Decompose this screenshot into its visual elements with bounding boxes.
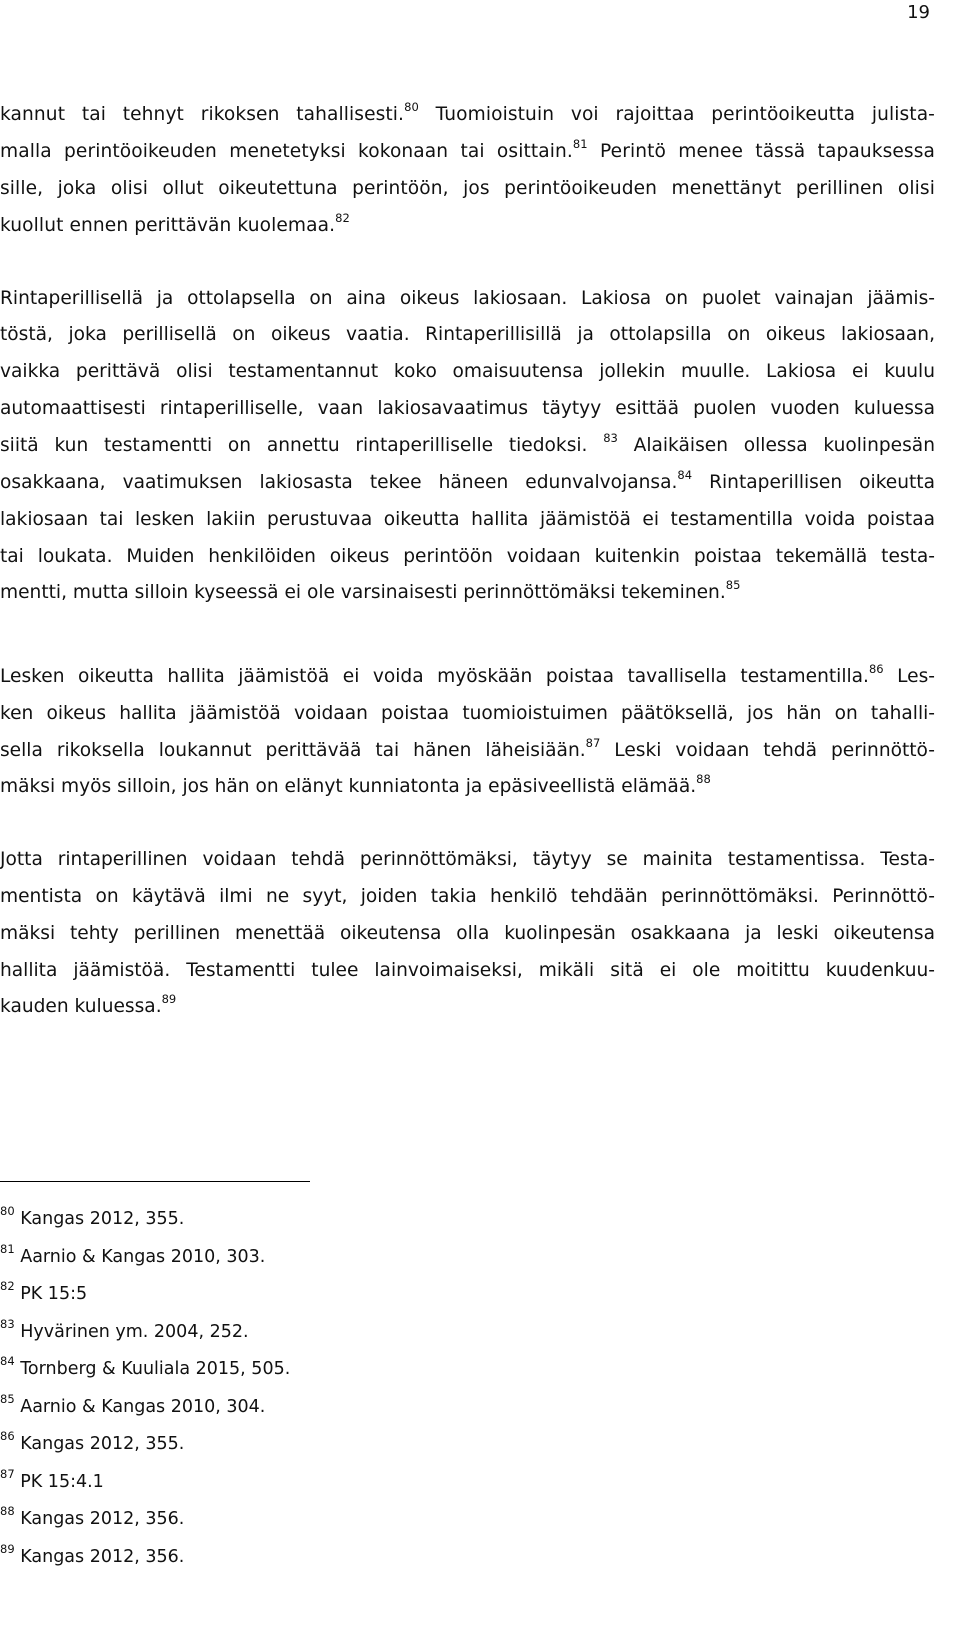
line-text: kuollut ennen perittävän kuolemaa. — [0, 215, 336, 236]
footnote-separator — [0, 1181, 310, 1182]
footnote-reference[interactable]: 83 — [603, 431, 618, 445]
paragraph-line — [0, 956, 935, 986]
footnote-number: 85 — [0, 1392, 15, 1406]
footnote — [0, 1279, 88, 1304]
paragraph-line — [0, 320, 935, 350]
line-text: Lesken oikeutta hallita jäämistöä ei voida myöskään poistaa tavallisella testamentilla. — [0, 666, 869, 687]
paragraph-line — [0, 772, 960, 802]
footnote-number: 88 — [0, 1504, 15, 1518]
footnote-reference[interactable]: 87 — [585, 736, 601, 750]
footnote-number: 83 — [0, 1317, 15, 1331]
paragraph-line — [0, 992, 960, 1022]
footnote-reference[interactable]: 88 — [696, 772, 711, 786]
paragraph-line — [0, 845, 935, 875]
footnote-reference[interactable]: 89 — [161, 992, 177, 1006]
paragraph-line — [0, 882, 935, 912]
page-number: 19 — [907, 2, 930, 23]
line-text: kannut tai tehnyt rikoksen tahallisesti. — [0, 104, 405, 125]
line-text: Leski voidaan tehdä perinnöttö- — [600, 740, 935, 761]
footnote — [0, 1204, 185, 1229]
paragraph-line — [0, 211, 960, 241]
footnote-text: Kangas 2012, 356. — [20, 1509, 185, 1529]
line-text: siitä kun testamentti on annettu rintaperilliselle tiedoksi. — [0, 435, 604, 456]
footnote — [0, 1504, 185, 1529]
line-text: mentti, mutta silloin kyseessä ei ole varsinaisesti perinnöttömäksi tekeminen. — [0, 582, 726, 603]
footnote-text: Hyvärinen ym. 2004, 252. — [20, 1322, 249, 1342]
footnote-text: PK 15:5 — [20, 1284, 88, 1304]
line-text: lakiosaan tai lesken lakiin perustuvaa oikeutta hallita jäämistöä ei testamentilla voida poistaa — [0, 509, 935, 530]
paragraph-line — [0, 736, 935, 766]
paragraph-line — [0, 137, 935, 167]
footnote-text: Kangas 2012, 355. — [20, 1209, 185, 1229]
footnote-text: Kangas 2012, 356. — [20, 1547, 185, 1567]
footnote-reference[interactable]: 85 — [725, 578, 741, 592]
line-text: Jotta rintaperillinen voidaan tehdä perinnöttömäksi, täytyy se mainita testamentissa. Testa- — [0, 849, 935, 870]
line-text: mäksi tehty perillinen menettää oikeutensa olla kuolinpesän osakkaana ja leski oikeutensa — [0, 923, 935, 944]
line-text: vaikka perittävä olisi testamentannut koko omaisuutensa jollekin muulle. Lakiosa ei kuulu — [0, 361, 935, 382]
paragraph-line — [0, 505, 935, 535]
line-text: sille, joka olisi ollut oikeutettuna perintöön, jos perintöoikeuden menettänyt perillinen olisi — [0, 178, 935, 199]
footnote-text: Aarnio & Kangas 2010, 303. — [20, 1247, 266, 1267]
paragraph-line — [0, 100, 935, 130]
paragraph-line — [0, 662, 935, 692]
footnote — [0, 1392, 266, 1417]
footnote-number: 84 — [0, 1354, 15, 1368]
footnote-number: 81 — [0, 1242, 15, 1256]
line-text: sella rikoksella loukannut perittävää tai hänen läheisiään. — [0, 740, 586, 761]
line-text: ken oikeus hallita jäämistöä voidaan poistaa tuomioistuimen päätöksellä, jos hän on tahalli- — [0, 703, 935, 724]
footnote-number: 80 — [0, 1204, 15, 1218]
footnote — [0, 1242, 266, 1267]
line-text: Rintaperillisellä ja ottolapsella on aina oikeus lakiosaan. Lakiosa on puolet vainajan jäämis- — [0, 288, 935, 309]
footnote-number: 87 — [0, 1467, 15, 1481]
line-text: mentista on käytävä ilmi ne syyt, joiden takia henkilö tehdään perinnöttömäksi. Perinnöttö- — [0, 886, 935, 907]
footnote-reference[interactable]: 80 — [404, 100, 419, 114]
line-text: Perintö menee tässä tapauksessa — [587, 141, 935, 162]
footnote — [0, 1354, 291, 1379]
line-text: Alaikäisen ollessa kuolinpesän — [617, 435, 935, 456]
footnote — [0, 1317, 249, 1342]
line-text: mäksi myös silloin, jos hän on elänyt kunniatonta ja epäsiveellistä elämää. — [0, 776, 697, 797]
footnote-text: PK 15:4.1 — [20, 1472, 104, 1492]
line-text: hallita jäämistöä. Testamentti tulee lainvoimaiseksi, mikäli sitä ei ole moitittu kuudenkuu- — [0, 960, 935, 981]
paragraph-line — [0, 919, 935, 949]
paragraph-line — [0, 357, 935, 387]
footnote-number: 86 — [0, 1429, 15, 1443]
line-text: Tuomioistuin voi rajoittaa perintöoikeutta julista- — [418, 104, 935, 125]
line-text: tai loukata. Muiden henkilöiden oikeus perintöön voidaan kuitenkin poistaa tekemällä testa- — [0, 546, 935, 567]
line-text: Les- — [883, 666, 935, 687]
footnote-number: 89 — [0, 1542, 15, 1556]
line-text: osakkaana, vaatimuksen lakiosasta tekee häneen edunvalvojansa. — [0, 472, 678, 493]
line-text: töstä, joka perillisellä on oikeus vaatia. Rintaperillisillä ja ottolapsilla on oikeus lakiosaan, — [0, 324, 935, 345]
footnote-reference[interactable]: 81 — [572, 137, 588, 151]
line-text: malla perintöoikeuden menetetyksi kokonaan tai osittain. — [0, 141, 573, 162]
footnote-reference[interactable]: 84 — [677, 468, 693, 482]
paragraph-line — [0, 284, 935, 314]
line-text: automaattisesti rintaperilliselle, vaan lakiosavaatimus täytyy esittää puolen vuoden kuluessa — [0, 398, 935, 419]
paragraph-line — [0, 699, 935, 729]
footnote-text: Aarnio & Kangas 2010, 304. — [20, 1397, 266, 1417]
paragraph-line — [0, 468, 935, 498]
paragraph-line — [0, 578, 960, 608]
footnote — [0, 1467, 104, 1492]
line-text: Rintaperillisen oikeutta — [692, 472, 935, 493]
paragraph-line — [0, 394, 935, 424]
footnote-text: Tornberg & Kuuliala 2015, 505. — [20, 1359, 291, 1379]
footnote-text: Kangas 2012, 355. — [20, 1434, 185, 1454]
footnote-reference[interactable]: 82 — [335, 211, 350, 225]
footnote-reference[interactable]: 86 — [868, 662, 884, 676]
footnote — [0, 1542, 185, 1567]
paragraph-line — [0, 542, 935, 572]
line-text: kauden kuluessa. — [0, 996, 162, 1017]
footnote — [0, 1429, 185, 1454]
paragraph-line — [0, 431, 935, 461]
footnote-number: 82 — [0, 1279, 15, 1293]
paragraph-line — [0, 174, 935, 204]
